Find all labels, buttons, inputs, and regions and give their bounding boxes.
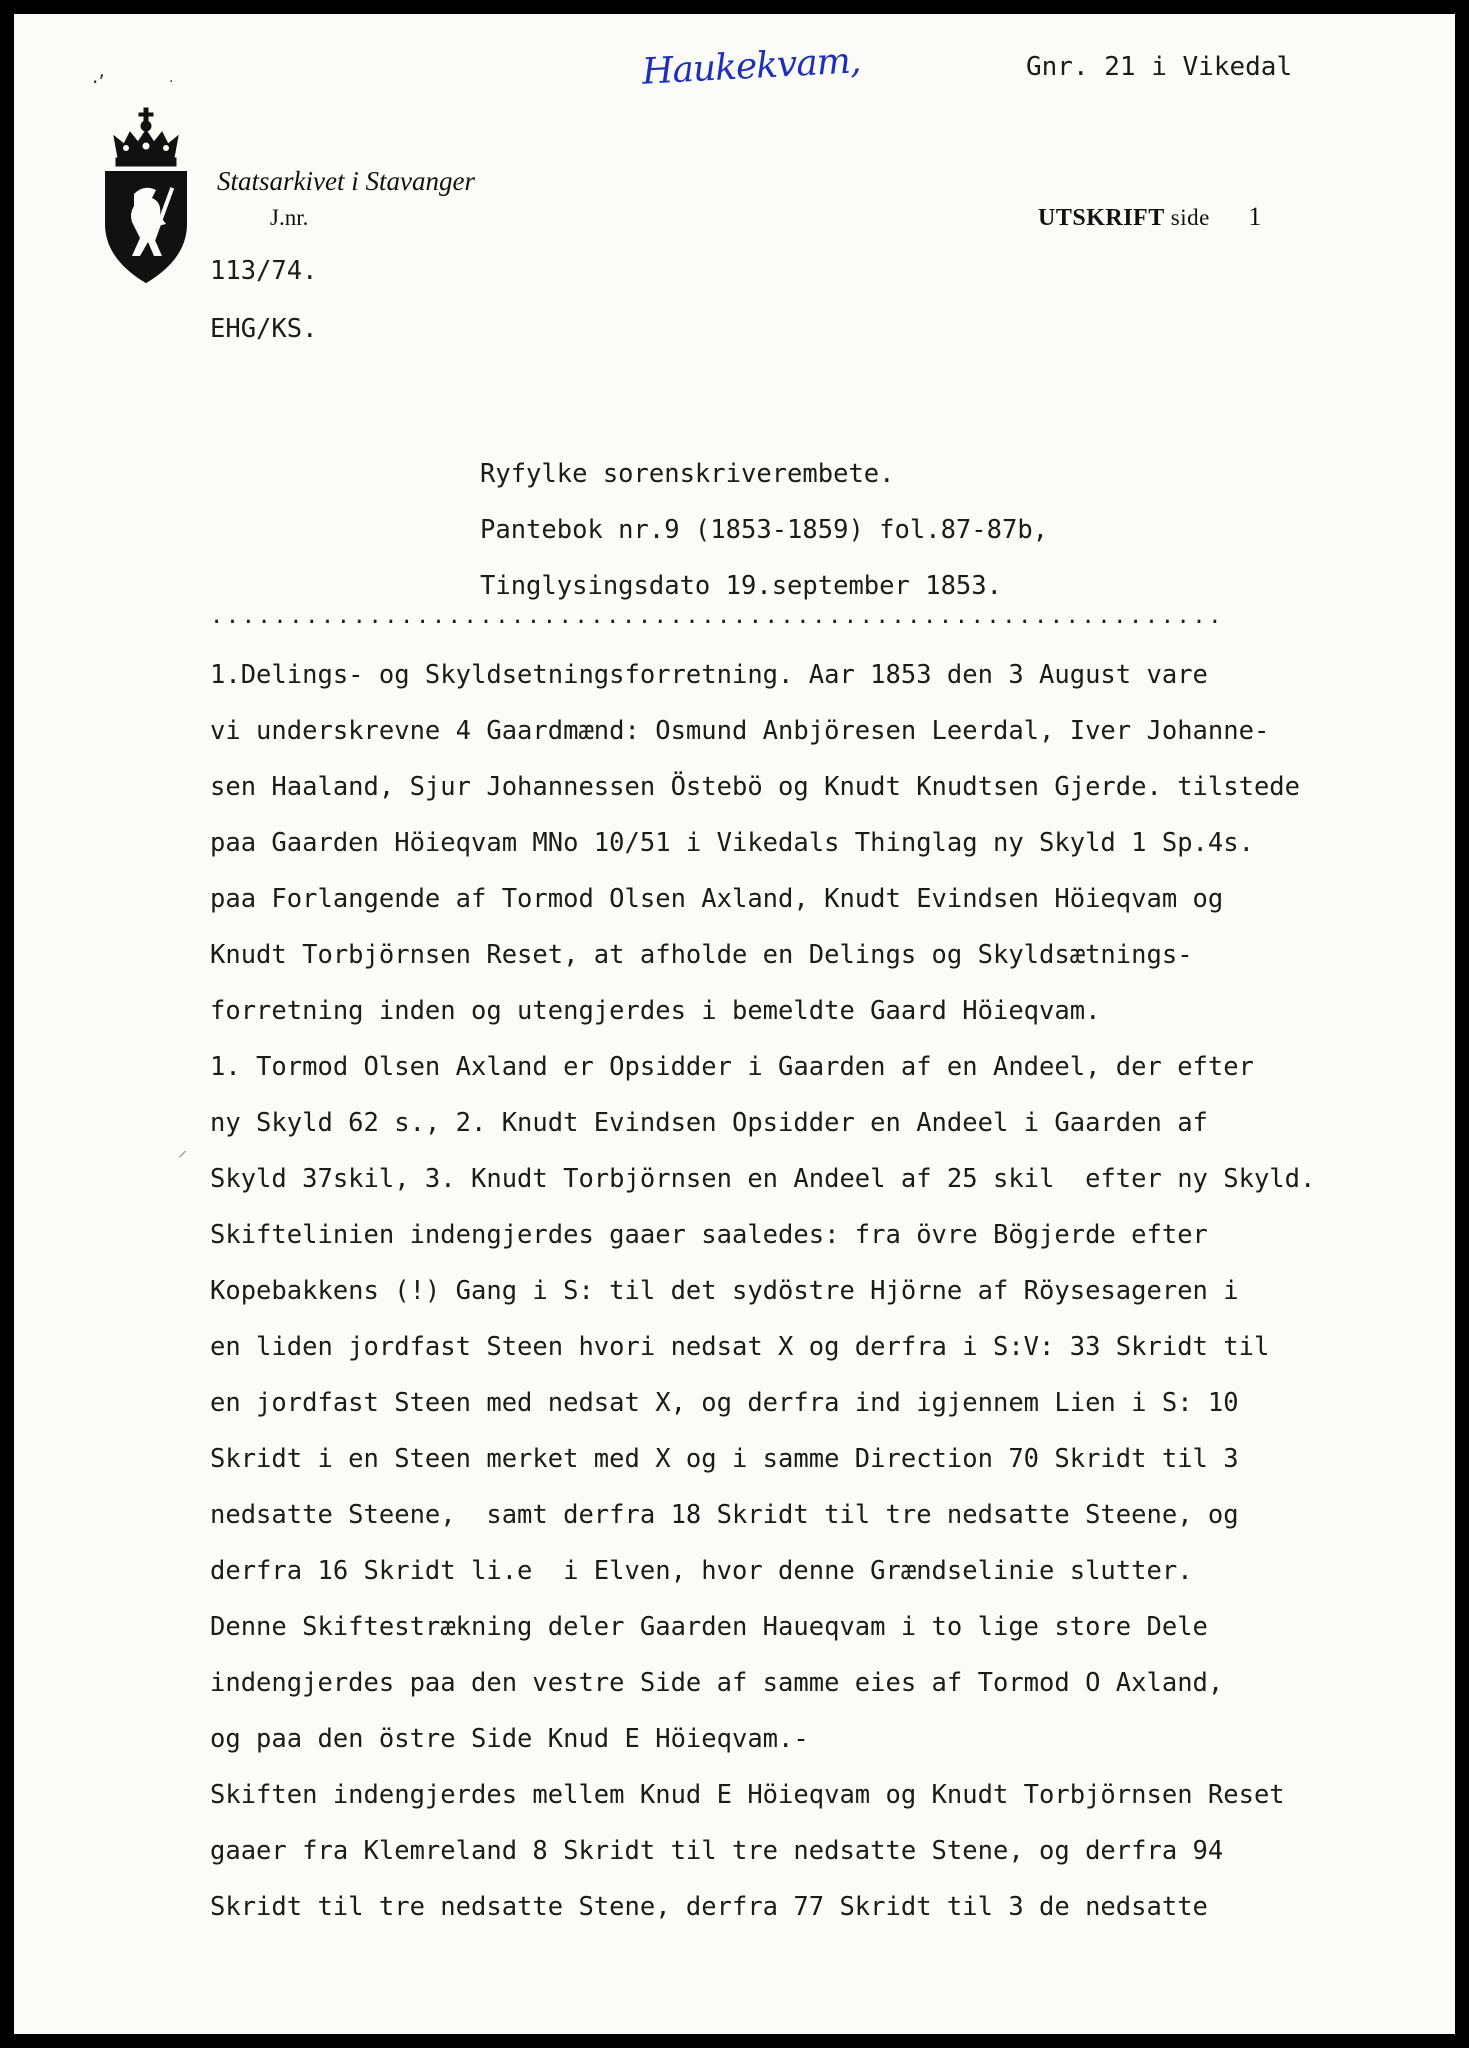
- body-line: Skyld 37skil, 3. Knudt Torbjörnsen en Andeel af 25 skil efter ny Skyld.: [210, 1164, 1316, 1194]
- document-page: [14, 14, 1455, 2034]
- clerk-initials: EHG/KS.: [210, 314, 318, 344]
- heading-line-3: Tinglysingsdato 19.september 1853.: [480, 571, 1002, 601]
- body-line: og paa den östre Side Knud E Höieqvam.-: [210, 1724, 809, 1754]
- body-line: forretning inden og utengjerdes i bemeldte Gaard Höieqvam.: [210, 996, 1101, 1026]
- handwritten-note: Haukekvam,: [641, 40, 862, 93]
- body-line: Skiftelinien indengjerdes gaaer saaledes: fra övre Bögjerde efter: [210, 1220, 1208, 1250]
- jnr-label: J.nr.: [270, 205, 309, 230]
- journal-number: 113/74.: [210, 256, 318, 286]
- body-line: Skridt til tre nedsatte Stene, derfra 77 Skridt til 3 de nedsatte: [210, 1892, 1208, 1922]
- heading-line-1: Ryfylke sorenskriverembete.: [480, 459, 895, 489]
- body-line: Kopebakkens (!) Gang i S: til det sydöstre Hjörne af Röysesageren i: [210, 1276, 1239, 1306]
- farm-number: Gnr. 21 i Vikedal: [1026, 52, 1293, 82]
- body-line: 1. Tormod Olsen Axland er Opsidder i Gaarden af en Andeel, der efter: [210, 1052, 1254, 1082]
- body-line: gaaer fra Klemreland 8 Skridt til tre nedsatte Stene, og derfra 94: [210, 1836, 1224, 1866]
- utskrift-label: UTSKRIFT: [1038, 205, 1165, 231]
- body-line: sen Haaland, Sjur Johannessen Östebö og Knudt Knudtsen Gjerde. tilstede: [210, 772, 1301, 802]
- archive-name: Statsarkivet i Stavanger: [217, 166, 475, 196]
- utskrift-header: [1038, 202, 1262, 232]
- scan-mark: ·: [169, 74, 174, 90]
- margin-tick-mark: ⸝: [178, 1140, 187, 1161]
- body-line: vi underskrevne 4 Gaardmænd: Osmund Anbjöresen Leerdal, Iver Johanne-: [210, 716, 1270, 746]
- body-line: Knudt Torbjörnsen Reset, at afholde en Delings og Skyldsætnings-: [210, 940, 1193, 970]
- body-line: derfra 16 Skridt li.e i Elven, hvor denne Grændselinie slutter.: [210, 1556, 1193, 1586]
- body-line: en liden jordfast Steen hvori nedsat X og derfra i S:V: 33 Skridt til: [210, 1332, 1270, 1362]
- scan-mark: ·ʼ: [92, 70, 105, 94]
- body-line: en jordfast Steen med nedsat X, og derfra ind igjennem Lien i S: 10: [210, 1388, 1239, 1418]
- body-line: Skridt i en Steen merket med X og i samme Direction 70 Skridt til 3: [210, 1444, 1239, 1474]
- separator-dots: ................................................................: [210, 604, 1225, 629]
- page-number: 1: [1248, 202, 1262, 231]
- norwegian-coat-of-arms-icon: [100, 106, 192, 284]
- body-line: indengjerdes paa den vestre Side af samme eies af Tormod O Axland,: [210, 1668, 1224, 1698]
- body-line: Denne Skiftestrækning deler Gaarden Haueqvam i to lige store Dele: [210, 1612, 1208, 1642]
- body-line: ny Skyld 62 s., 2. Knudt Evindsen Opsidder en Andeel i Gaarden af: [210, 1108, 1208, 1138]
- heading-line-2: Pantebok nr.9 (1853-1859) fol.87-87b,: [480, 515, 1049, 545]
- side-label: side: [1170, 205, 1210, 230]
- body-line: Skiften indengjerdes mellem Knud E Höieqvam og Knudt Torbjörnsen Reset: [210, 1780, 1285, 1810]
- body-line: paa Gaarden Höieqvam MNo 10/51 i Vikedals Thinglag ny Skyld 1 Sp.4s.: [210, 828, 1254, 858]
- body-line: nedsatte Steene, samt derfra 18 Skridt til tre nedsatte Steene, og: [210, 1500, 1239, 1530]
- body-line: 1.Delings- og Skyldsetningsforretning. Aar 1853 den 3 August vare: [210, 660, 1208, 690]
- body-line: paa Forlangende af Tormod Olsen Axland, Knudt Evindsen Höieqvam og: [210, 884, 1224, 914]
